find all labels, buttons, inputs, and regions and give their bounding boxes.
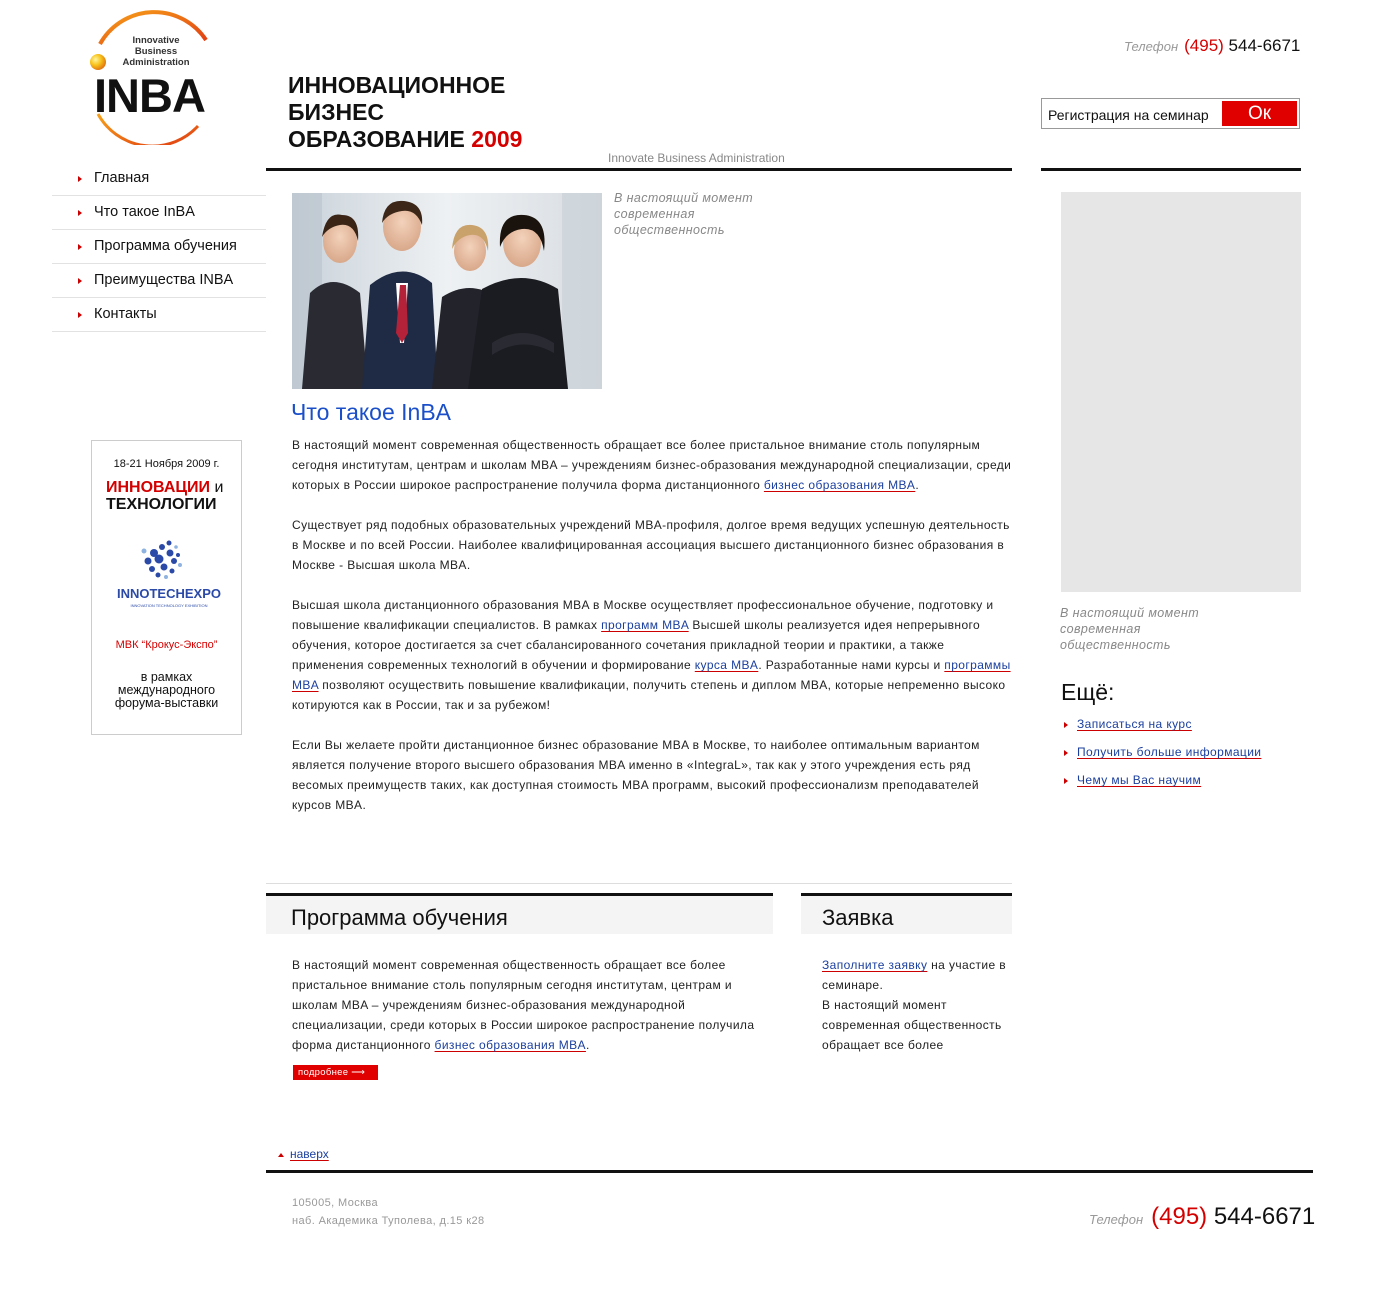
fill-application-link[interactable]: Заполните заявку [822,958,928,972]
phone-label: Телефон [1124,39,1179,54]
address-line-1: 105005, Москва [292,1197,378,1209]
innotechexpo-logo [114,533,224,613]
promo-desc-line2: международного [117,683,216,697]
site-subtitle: Innovate Business Administration [608,151,785,165]
site-title-line2: БИЗНЕС [288,99,385,125]
photo-caption: В настоящий момент современная общественность [614,191,754,237]
promo-title [106,479,223,513]
inba-logo[interactable] [86,10,216,145]
paragraph-text: . Разработанные нами курсы и [758,658,945,672]
article-paragraph-2: Существует ряд подобных образовательных учреждений MBA-профиля, долгое время ведущих успешную деятельность в Москве и по всей России. Наиболее квалифицированная ассоциация высшего дистанционного бизнес образования в Москве - Высшая школа MBA. [292,518,1010,572]
logo-mark: INBA [94,69,205,122]
header-divider [266,168,1012,171]
bullet-arrow-icon [78,278,82,284]
sidebar-banner-caption: В настоящий момент современная общественность [1060,606,1200,652]
header-phone [1124,36,1300,56]
phone-number: 544-6671 [1228,36,1301,55]
logo-tagline [116,35,196,68]
back-to-top [278,1147,329,1161]
expo-promo-banner[interactable] [91,440,242,735]
paragraph-text: В настоящий момент современная общественность обращает все более пристальное внимание столь популярным сегодня институтам, центрам и школам MBA – учреждениям бизнес-образования международной специализации, среди которых в России широкое распространение получила форма дистанционного [292,438,1012,492]
article-paragraph-1 [292,435,1017,495]
bullet-arrow-icon [1064,778,1068,784]
nav-item-about[interactable] [52,196,266,230]
signup-course-link[interactable]: Записаться на курс [1077,717,1192,731]
site-title-line1: ИННОВАЦИОННОЕ [288,72,506,98]
expo-logo-sub: INNOVATION TECHNOLOGY EXHIBITION [130,603,208,608]
nav-item-label: Преимущества INBA [94,272,234,288]
phone-number: 544-6671 [1213,1203,1316,1230]
promo-date: 18-21 Ноября 2009 г. [113,458,220,470]
seminar-label[interactable]: Регистрация на семинар [1048,107,1209,123]
nav-item-label: Главная [94,170,150,186]
site-title [288,72,522,153]
nav-item-label: Программа обучения [94,238,237,254]
business-people-photo-icon [292,193,602,389]
mba-programs-link[interactable]: программ MBA [601,618,689,632]
bullet-arrow-icon [78,244,82,250]
team-photo [292,193,602,389]
nav-item-home[interactable] [52,162,266,196]
promo-title-and: и [214,479,224,496]
promo-desc-line1: в рамках [140,670,193,684]
application-block-title: Заявка [822,905,894,930]
expo-dots-icon [114,533,224,613]
bullet-arrow-icon [78,312,82,318]
address-line-2: наб. Академика Туполева, д.15 к28 [292,1215,485,1227]
phone-code: (495) [1184,36,1224,55]
nav-item-label: Контакты [94,306,157,322]
more-details-button[interactable]: подробнее ⟶ [293,1065,378,1080]
seminar-registration [1041,98,1300,129]
content-divider [266,883,1012,884]
promo-venue: МВК “Крокус-Экспо” [115,639,218,651]
back-to-top-link[interactable]: наверх [290,1147,329,1161]
nav-item-label: Что такое InBA [94,204,195,220]
article-paragraph-4: Если Вы желаете пройти дистанционное бизнес образование MBA в Москве, то наиболее оптимальным вариантом является получение второго высшего образования MBA именно в «IntegraL», так как у этого учреждения есть ряд весомых преимуществ таких, как доступная стоимость MBA программ, высокий профессионализм преподавателей курсов MBA. [292,738,980,812]
application-block-text [822,955,1012,1055]
main-nav [52,162,266,332]
paragraph-text: Высшая школа дистанционного образования MBA в Москве осуществляет профессиональное обучение, подготовку и повышение квалификации специалистов. В рамках [292,598,994,632]
promo-desc-line3: форума-выставки [114,696,219,710]
footer-address [292,1194,485,1230]
seminar-ok-button[interactable]: Ок [1222,101,1297,126]
mba-education-link[interactable]: бизнес образования MBA [763,478,916,492]
promo-title-line2: ТЕХНОЛОГИИ [106,496,217,513]
bullet-arrow-icon [1064,750,1068,756]
main-article [292,435,1017,835]
logo-tagline-line2: Business [134,46,178,57]
page-title: Что такое InBA [291,399,452,425]
expo-logo-text: INNOTECHEXPO [116,586,222,601]
paragraph-text: . [585,1038,590,1052]
sidebar-divider [1041,168,1301,171]
application-block-header [801,893,1012,934]
what-we-teach-link[interactable]: Чему мы Вас научим [1077,773,1202,787]
logo-tagline-line3: Administration [122,57,190,68]
paragraph-text: . [915,478,920,492]
program-block-text [292,955,762,1055]
footer-divider [266,1170,1313,1173]
paragraph-text: позволяют осуществить повышение квалификации, получить степень и диплом MBA, которые непременно высоко котируются как в России, так и за рубежом! [292,678,1006,712]
more-links-title: Ещё: [1061,679,1115,705]
paragraph-text: на участие в семинаре. [822,958,1007,992]
bullet-arrow-icon [78,210,82,216]
sidebar-banner-placeholder[interactable] [1061,192,1301,592]
program-block-header [266,893,773,934]
site-title-year: 2009 [471,126,523,152]
nav-item-contacts[interactable] [52,298,266,332]
paragraph-text: В настоящий момент современная общественность обращает все более [822,998,1002,1052]
bullet-arrow-icon [1064,722,1068,728]
logo-tagline-line1: Innovative [132,35,180,46]
program-block-title: Программа обучения [291,905,508,930]
promo-description [92,671,241,710]
paragraph-text: Высшей школы реализуется идея непрерывного обучения, которое достигается за счет сбалансированного сочетания прикладной теории и практики, а также применения современных технологий в обучении и формирование [292,618,981,672]
nav-item-advantages[interactable] [52,264,266,298]
program-mba-link[interactable]: бизнес образования MBA [434,1038,586,1052]
nav-item-program[interactable] [52,230,266,264]
footer-phone [1089,1203,1315,1231]
paragraph-text: В настоящий момент современная общественность обращает все более пристальное внимание столь популярным сегодня институтам, центрам и школам MBA – учреждениям бизнес-образования международной специализации, среди которых в России широкое распространение получила форма дистанционного [292,958,755,1052]
more-info-link[interactable]: Получить больше информации [1077,745,1262,759]
phone-label: Телефон [1089,1212,1144,1227]
mba-programs-link-2[interactable]: программы MBA [292,658,1011,692]
mba-course-link[interactable]: курса MBA [694,658,759,672]
bullet-arrow-icon [78,176,82,182]
phone-code: (495) [1151,1203,1208,1230]
arrow-up-icon [278,1153,284,1157]
article-paragraph-3 [292,595,1017,715]
promo-title-red: ИННОВАЦИИ [106,479,211,496]
site-title-line3: ОБРАЗОВАНИЕ [288,126,465,152]
